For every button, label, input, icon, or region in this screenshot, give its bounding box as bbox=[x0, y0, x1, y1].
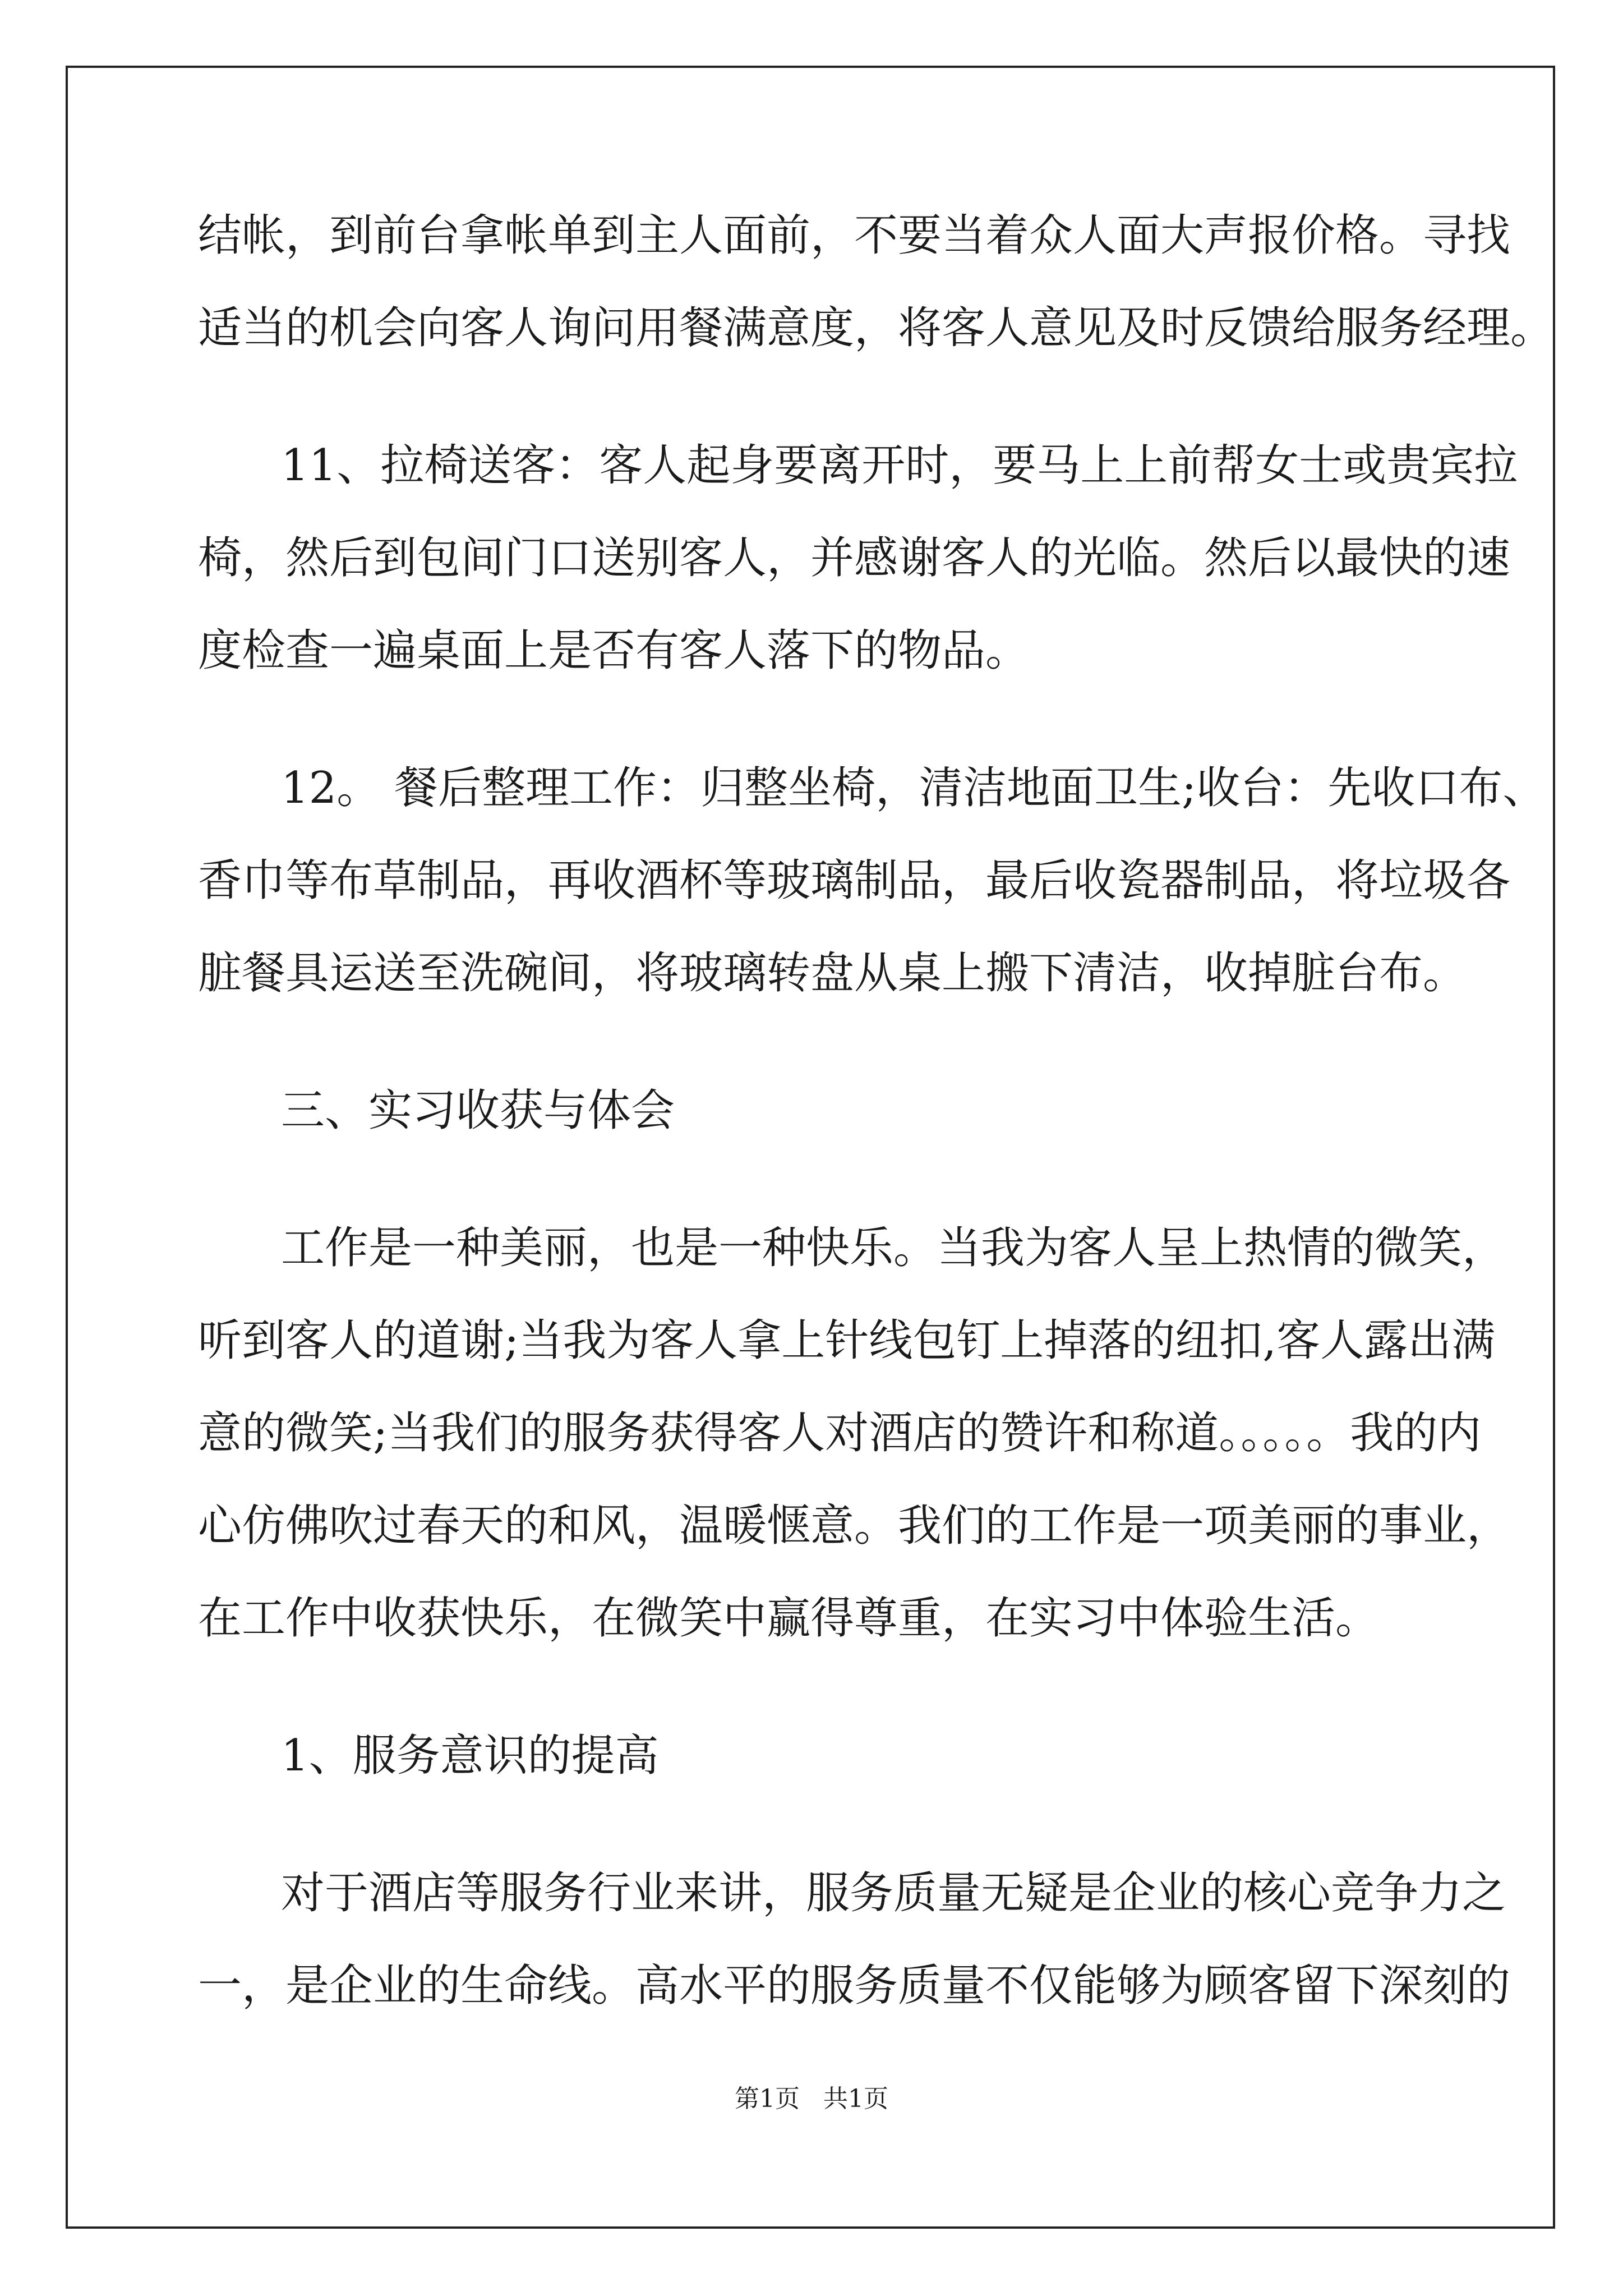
section-heading: 三、实习收获与体会 bbox=[281, 1085, 675, 1136]
text-line: 椅，然后到包间门口送别客人，并感谢客人的光临。然后以最快的速 bbox=[198, 533, 1511, 583]
subsection-heading: 1、服务意识的提高 bbox=[281, 1731, 659, 1781]
text-line: 听到客人的道谢;当我为客人拿上针线包钉上掉落的纽扣,客人露出满 bbox=[198, 1315, 1496, 1366]
text-line: 适当的机会向客人询问用餐满意度，将客人意见及时反馈给服务经理。 bbox=[198, 303, 1555, 353]
text-line: 11、拉椅送客：客人起身要离开时，要马上上前帮女士或贵宾拉 bbox=[281, 440, 1518, 491]
text-line: 心仿佛吹过春天的和风，温暖惬意。我们的工作是一项美丽的事业， bbox=[198, 1501, 1511, 1551]
text-line: 香巾等布草制品，再收酒杯等玻璃制品，最后收瓷器制品，将垃圾各 bbox=[198, 855, 1511, 906]
text-line: 脏餐具运送至洗碗间，将玻璃转盘从桌上搬下清洁，收掉脏台布。 bbox=[198, 948, 1467, 999]
text-line: 结帐，到前台拿帐单到主人面前，不要当着众人面大声报价格。寻找 bbox=[198, 210, 1511, 261]
text-line: 12。 餐后整理工作：归整坐椅，清洁地面卫生;收台：先收口布、 bbox=[281, 763, 1547, 813]
text-line: 工作是一种美丽，也是一种快乐。当我为客人呈上热情的微笑， bbox=[281, 1223, 1506, 1273]
text-line: 意的微笑;当我们的服务获得客人对酒店的赞许和称道。。。。。我的内 bbox=[198, 1408, 1482, 1458]
text-line: 度检查一遍桌面上是否有客人落下的物品。 bbox=[198, 625, 1030, 676]
text-line: 在工作中收获快乐，在微笑中赢得尊重，在实习中体验生活。 bbox=[198, 1593, 1380, 1644]
page-footer: 第1页 共1页 bbox=[735, 2085, 888, 2113]
text-line: 对于酒店等服务行业来讲，服务质量无疑是企业的核心竞争力之 bbox=[281, 1868, 1506, 1918]
text-line: 一，是企业的生命线。高水平的服务质量不仅能够为顾客留下深刻的 bbox=[198, 1961, 1511, 2011]
